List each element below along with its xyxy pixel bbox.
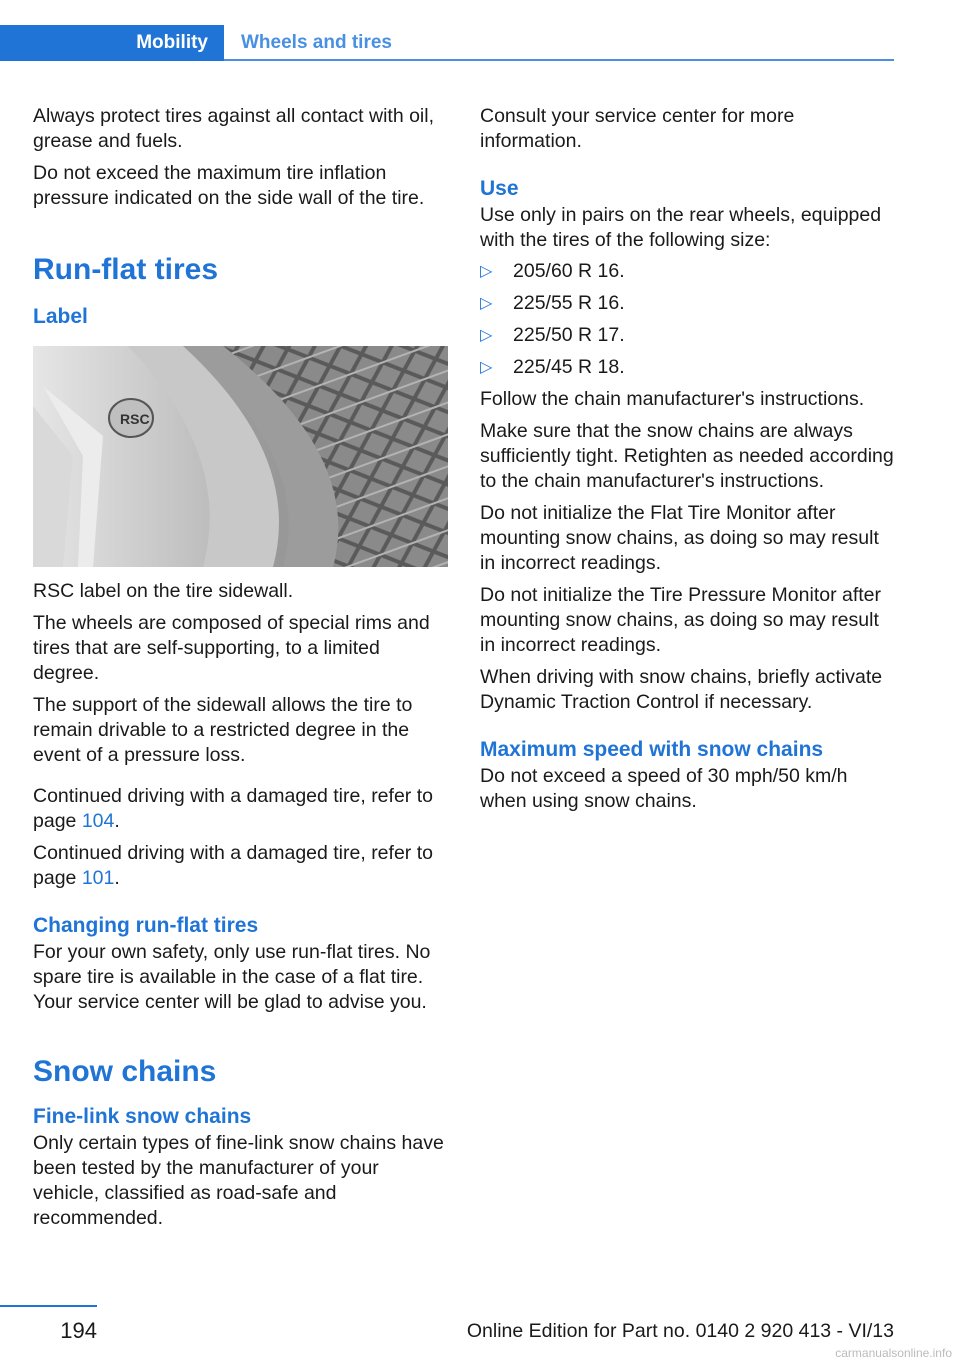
paragraph-special-rims: The wheels are composed of special rims and tires that are self-supporting, to a limited degree. [33, 612, 430, 684]
paragraph-chains-tight: Make sure that the snow chains are always sufficiently tight. Retighten as needed according to the chain manufacturer's instructions. [480, 420, 894, 492]
heading-use: Use [480, 177, 519, 200]
tire-size: 225/45 R 18. [513, 356, 625, 378]
left-column [33, 104, 448, 1231]
list-item [480, 355, 895, 387]
heading-maximum-speed: Maximum speed with snow chains [480, 738, 824, 761]
tire-size-list [480, 259, 895, 387]
paragraph-manufacturer-instructions: Follow the chain manufacturer's instructions. [480, 388, 865, 410]
right-column [480, 104, 895, 814]
triangle-right-icon: ▷ [480, 263, 493, 280]
tire-size: 205/60 R 16. [513, 260, 625, 282]
paragraph-protect-tires: Always protect tires against all contact with oil, grease and fuels. [33, 105, 435, 152]
list-item [480, 291, 895, 323]
image-caption: RSC label on the tire sidewall. [33, 580, 294, 602]
paragraph-sidewall-support: The support of the sidewall allows the tire to remain drivable to a restricted degree in the event of a pressure loss. [33, 694, 413, 766]
heading-fine-link-snow-chains: Fine-link snow chains [33, 1105, 252, 1128]
svg-text:RSC: RSC [120, 411, 150, 427]
reference-text: Continued driving with a damaged tire, refer to page [33, 842, 433, 889]
paragraph-max-speed: Do not exceed a speed of 30 mph/50 km/h when using snow chains. [480, 765, 848, 812]
watermark: carmanualsonline.info [835, 1346, 952, 1360]
list-item [480, 259, 895, 291]
paragraph-use-pairs: Use only in pairs on the rear wheels, equipped with the tires of the following size: [480, 204, 882, 251]
triangle-right-icon: ▷ [480, 359, 493, 376]
heading-snow-chains: Snow chains [33, 1055, 217, 1088]
triangle-right-icon: ▷ [480, 327, 493, 344]
paragraph-continued-driving-1: Continued driving with a damaged tire, refer to page 104. [33, 785, 433, 832]
reference-text: Continued driving with a damaged tire, refer to page [33, 785, 433, 832]
page-link-101[interactable]: 101 [81, 867, 115, 889]
footer-divider [0, 1305, 97, 1307]
list-item [480, 323, 895, 355]
heading-run-flat-tires: Run-flat tires [33, 253, 219, 286]
paragraph-fine-link: Only certain types of fine-link snow chains have been tested by the manufacturer of your vehicle, classified as road-safe and recommended. [33, 1132, 444, 1229]
tire-sidewall-image [33, 346, 448, 567]
paragraph-continued-driving-2: Continued driving with a damaged tire, refer to page 101. [33, 842, 433, 889]
page-link-104[interactable]: 104 [81, 810, 115, 832]
heading-changing-run-flat-tires: Changing run-flat tires [33, 914, 259, 937]
paragraph-tire-pressure-monitor: Do not initialize the Tire Pressure Monitor after mounting snow chains, as doing so may result in incorrect readings. [480, 584, 882, 656]
tab-wheels-and-tires[interactable]: Wheels and tires [241, 32, 392, 53]
tire-size: 225/50 R 17. [513, 324, 625, 346]
header-divider [224, 59, 894, 61]
heading-label: Label [33, 305, 88, 328]
paragraph-inflation-pressure: Do not exceed the maximum tire inflation pressure indicated on the side wall of the tire. [33, 162, 425, 209]
paragraph-dynamic-traction: When driving with snow chains, briefly activate Dynamic Traction Control if necessary. [480, 666, 883, 713]
tab-mobility[interactable]: Mobility [0, 25, 224, 61]
paragraph-own-safety: For your own safety, only use run-flat tires. No spare tire is available in the case of a flat tire. Your service center will be glad to advise you. [33, 941, 431, 1013]
triangle-right-icon: ▷ [480, 295, 493, 312]
edition-info: Online Edition for Part no. 0140 2 920 413 - VI/13 [466, 1320, 894, 1342]
paragraph-consult-service: Consult your service center for more information. [480, 105, 795, 152]
tire-illustration [33, 346, 448, 567]
tire-size: 225/55 R 16. [513, 292, 625, 314]
paragraph-flat-tire-monitor: Do not initialize the Flat Tire Monitor after mounting snow chains, as doing so may result in incorrect readings. [480, 502, 879, 574]
page-number: 194 [60, 1318, 97, 1343]
